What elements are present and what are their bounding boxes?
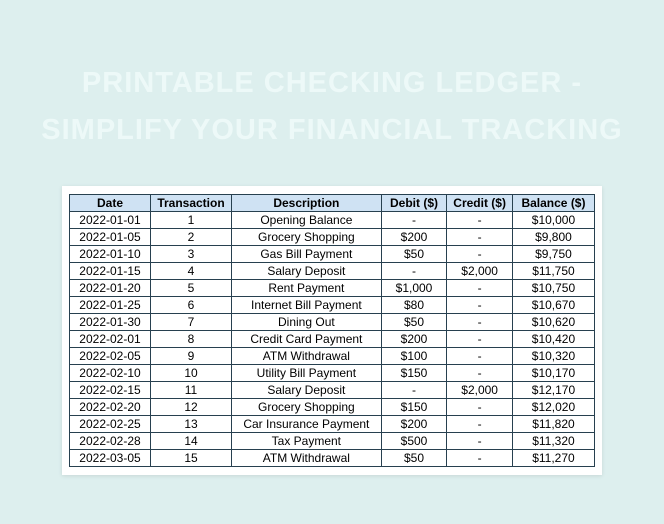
- table-cell: 6: [151, 297, 232, 314]
- table-cell: 9: [151, 348, 232, 365]
- table-row: [70, 297, 595, 314]
- table-cell: $10,670: [512, 297, 594, 314]
- table-cell: $50: [381, 450, 447, 467]
- table-cell: -: [447, 416, 513, 433]
- table-cell: $10,170: [512, 365, 594, 382]
- table-cell: ATM Withdrawal: [232, 450, 382, 467]
- table-cell: 2022-02-28: [70, 433, 151, 450]
- table-cell: 3: [151, 246, 232, 263]
- table-cell: 2022-01-05: [70, 229, 151, 246]
- title-line-1: PRINTABLE CHECKING LEDGER -: [81, 67, 583, 99]
- column-header: Date: [70, 195, 151, 212]
- table-row: [70, 212, 595, 229]
- table-cell: $11,820: [512, 416, 594, 433]
- table-cell: -: [447, 297, 513, 314]
- column-header: Description: [232, 195, 382, 212]
- table-cell: $500: [381, 433, 447, 450]
- table-row: [70, 263, 595, 280]
- ledger-table: [69, 194, 595, 467]
- table-cell: 2022-01-20: [70, 280, 151, 297]
- table-cell: 1: [151, 212, 232, 229]
- table-row: [70, 416, 595, 433]
- table-cell: $50: [381, 246, 447, 263]
- table-cell: 2022-02-10: [70, 365, 151, 382]
- page-title: [0, 0, 664, 154]
- table-cell: -: [381, 263, 447, 280]
- table-cell: $100: [381, 348, 447, 365]
- table-cell: $200: [381, 331, 447, 348]
- table-cell: $1,000: [381, 280, 447, 297]
- table-cell: Car Insurance Payment: [232, 416, 382, 433]
- table-cell: Dining Out: [232, 314, 382, 331]
- table-cell: 2022-02-15: [70, 382, 151, 399]
- table-cell: Opening Balance: [232, 212, 382, 229]
- table-cell: $80: [381, 297, 447, 314]
- column-header: Balance ($): [512, 195, 594, 212]
- table-cell: -: [447, 246, 513, 263]
- table-cell: -: [447, 433, 513, 450]
- table-cell: 4: [151, 263, 232, 280]
- table-row: [70, 280, 595, 297]
- table-row: [70, 433, 595, 450]
- table-cell: -: [447, 314, 513, 331]
- table-row: [70, 229, 595, 246]
- table-cell: Salary Deposit: [232, 382, 382, 399]
- table-cell: $9,800: [512, 229, 594, 246]
- table-cell: Grocery Shopping: [232, 399, 382, 416]
- table-cell: Internet Bill Payment: [232, 297, 382, 314]
- table-cell: 2022-02-20: [70, 399, 151, 416]
- table-cell: Tax Payment: [232, 433, 382, 450]
- table-cell: $11,750: [512, 263, 594, 280]
- header-row: [70, 195, 595, 212]
- table-cell: $200: [381, 229, 447, 246]
- table-cell: Rent Payment: [232, 280, 382, 297]
- table-cell: 2022-03-05: [70, 450, 151, 467]
- table-row: [70, 246, 595, 263]
- table-cell: $2,000: [447, 382, 513, 399]
- table-cell: -: [381, 212, 447, 229]
- table-cell: $10,620: [512, 314, 594, 331]
- column-header: Transaction: [151, 195, 232, 212]
- table-cell: $2,000: [447, 263, 513, 280]
- table-cell: $11,270: [512, 450, 594, 467]
- table-cell: ATM Withdrawal: [232, 348, 382, 365]
- table-cell: 2022-02-05: [70, 348, 151, 365]
- table-cell: 2022-01-01: [70, 212, 151, 229]
- table-cell: 14: [151, 433, 232, 450]
- table-cell: -: [447, 331, 513, 348]
- table-cell: 8: [151, 331, 232, 348]
- table-cell: Credit Card Payment: [232, 331, 382, 348]
- table-cell: -: [447, 229, 513, 246]
- table-cell: Grocery Shopping: [232, 229, 382, 246]
- table-cell: 13: [151, 416, 232, 433]
- table-cell: 2022-01-10: [70, 246, 151, 263]
- table-cell: 11: [151, 382, 232, 399]
- title-line-2: SIMPLIFY YOUR FINANCIAL TRACKING: [41, 114, 623, 146]
- table-cell: 2022-02-25: [70, 416, 151, 433]
- table-cell: $150: [381, 399, 447, 416]
- table-cell: 15: [151, 450, 232, 467]
- ledger-card: [62, 186, 602, 475]
- table-cell: $12,170: [512, 382, 594, 399]
- table-cell: $10,320: [512, 348, 594, 365]
- table-cell: -: [381, 382, 447, 399]
- table-cell: $11,320: [512, 433, 594, 450]
- table-row: [70, 450, 595, 467]
- table-cell: 5: [151, 280, 232, 297]
- table-row: [70, 314, 595, 331]
- table-cell: -: [447, 280, 513, 297]
- table-cell: 12: [151, 399, 232, 416]
- table-cell: 2022-01-25: [70, 297, 151, 314]
- table-cell: 2022-01-30: [70, 314, 151, 331]
- table-cell: $150: [381, 365, 447, 382]
- table-cell: -: [447, 365, 513, 382]
- table-cell: Salary Deposit: [232, 263, 382, 280]
- table-cell: 10: [151, 365, 232, 382]
- column-header: Debit ($): [381, 195, 447, 212]
- table-cell: $50: [381, 314, 447, 331]
- table-cell: Gas Bill Payment: [232, 246, 382, 263]
- table-row: [70, 365, 595, 382]
- table-cell: $10,750: [512, 280, 594, 297]
- table-cell: $9,750: [512, 246, 594, 263]
- table-cell: $10,420: [512, 331, 594, 348]
- table-cell: 2: [151, 229, 232, 246]
- table-cell: -: [447, 399, 513, 416]
- table-cell: $12,020: [512, 399, 594, 416]
- table-cell: 2022-02-01: [70, 331, 151, 348]
- table-cell: -: [447, 348, 513, 365]
- table-cell: Utility Bill Payment: [232, 365, 382, 382]
- ledger-table-head: [70, 195, 595, 212]
- table-cell: -: [447, 450, 513, 467]
- table-row: [70, 331, 595, 348]
- table-row: [70, 382, 595, 399]
- table-cell: -: [447, 212, 513, 229]
- table-cell: $10,000: [512, 212, 594, 229]
- table-row: [70, 399, 595, 416]
- table-row: [70, 348, 595, 365]
- table-cell: $200: [381, 416, 447, 433]
- ledger-table-body: [70, 212, 595, 467]
- column-header: Credit ($): [447, 195, 513, 212]
- table-cell: 7: [151, 314, 232, 331]
- table-cell: 2022-01-15: [70, 263, 151, 280]
